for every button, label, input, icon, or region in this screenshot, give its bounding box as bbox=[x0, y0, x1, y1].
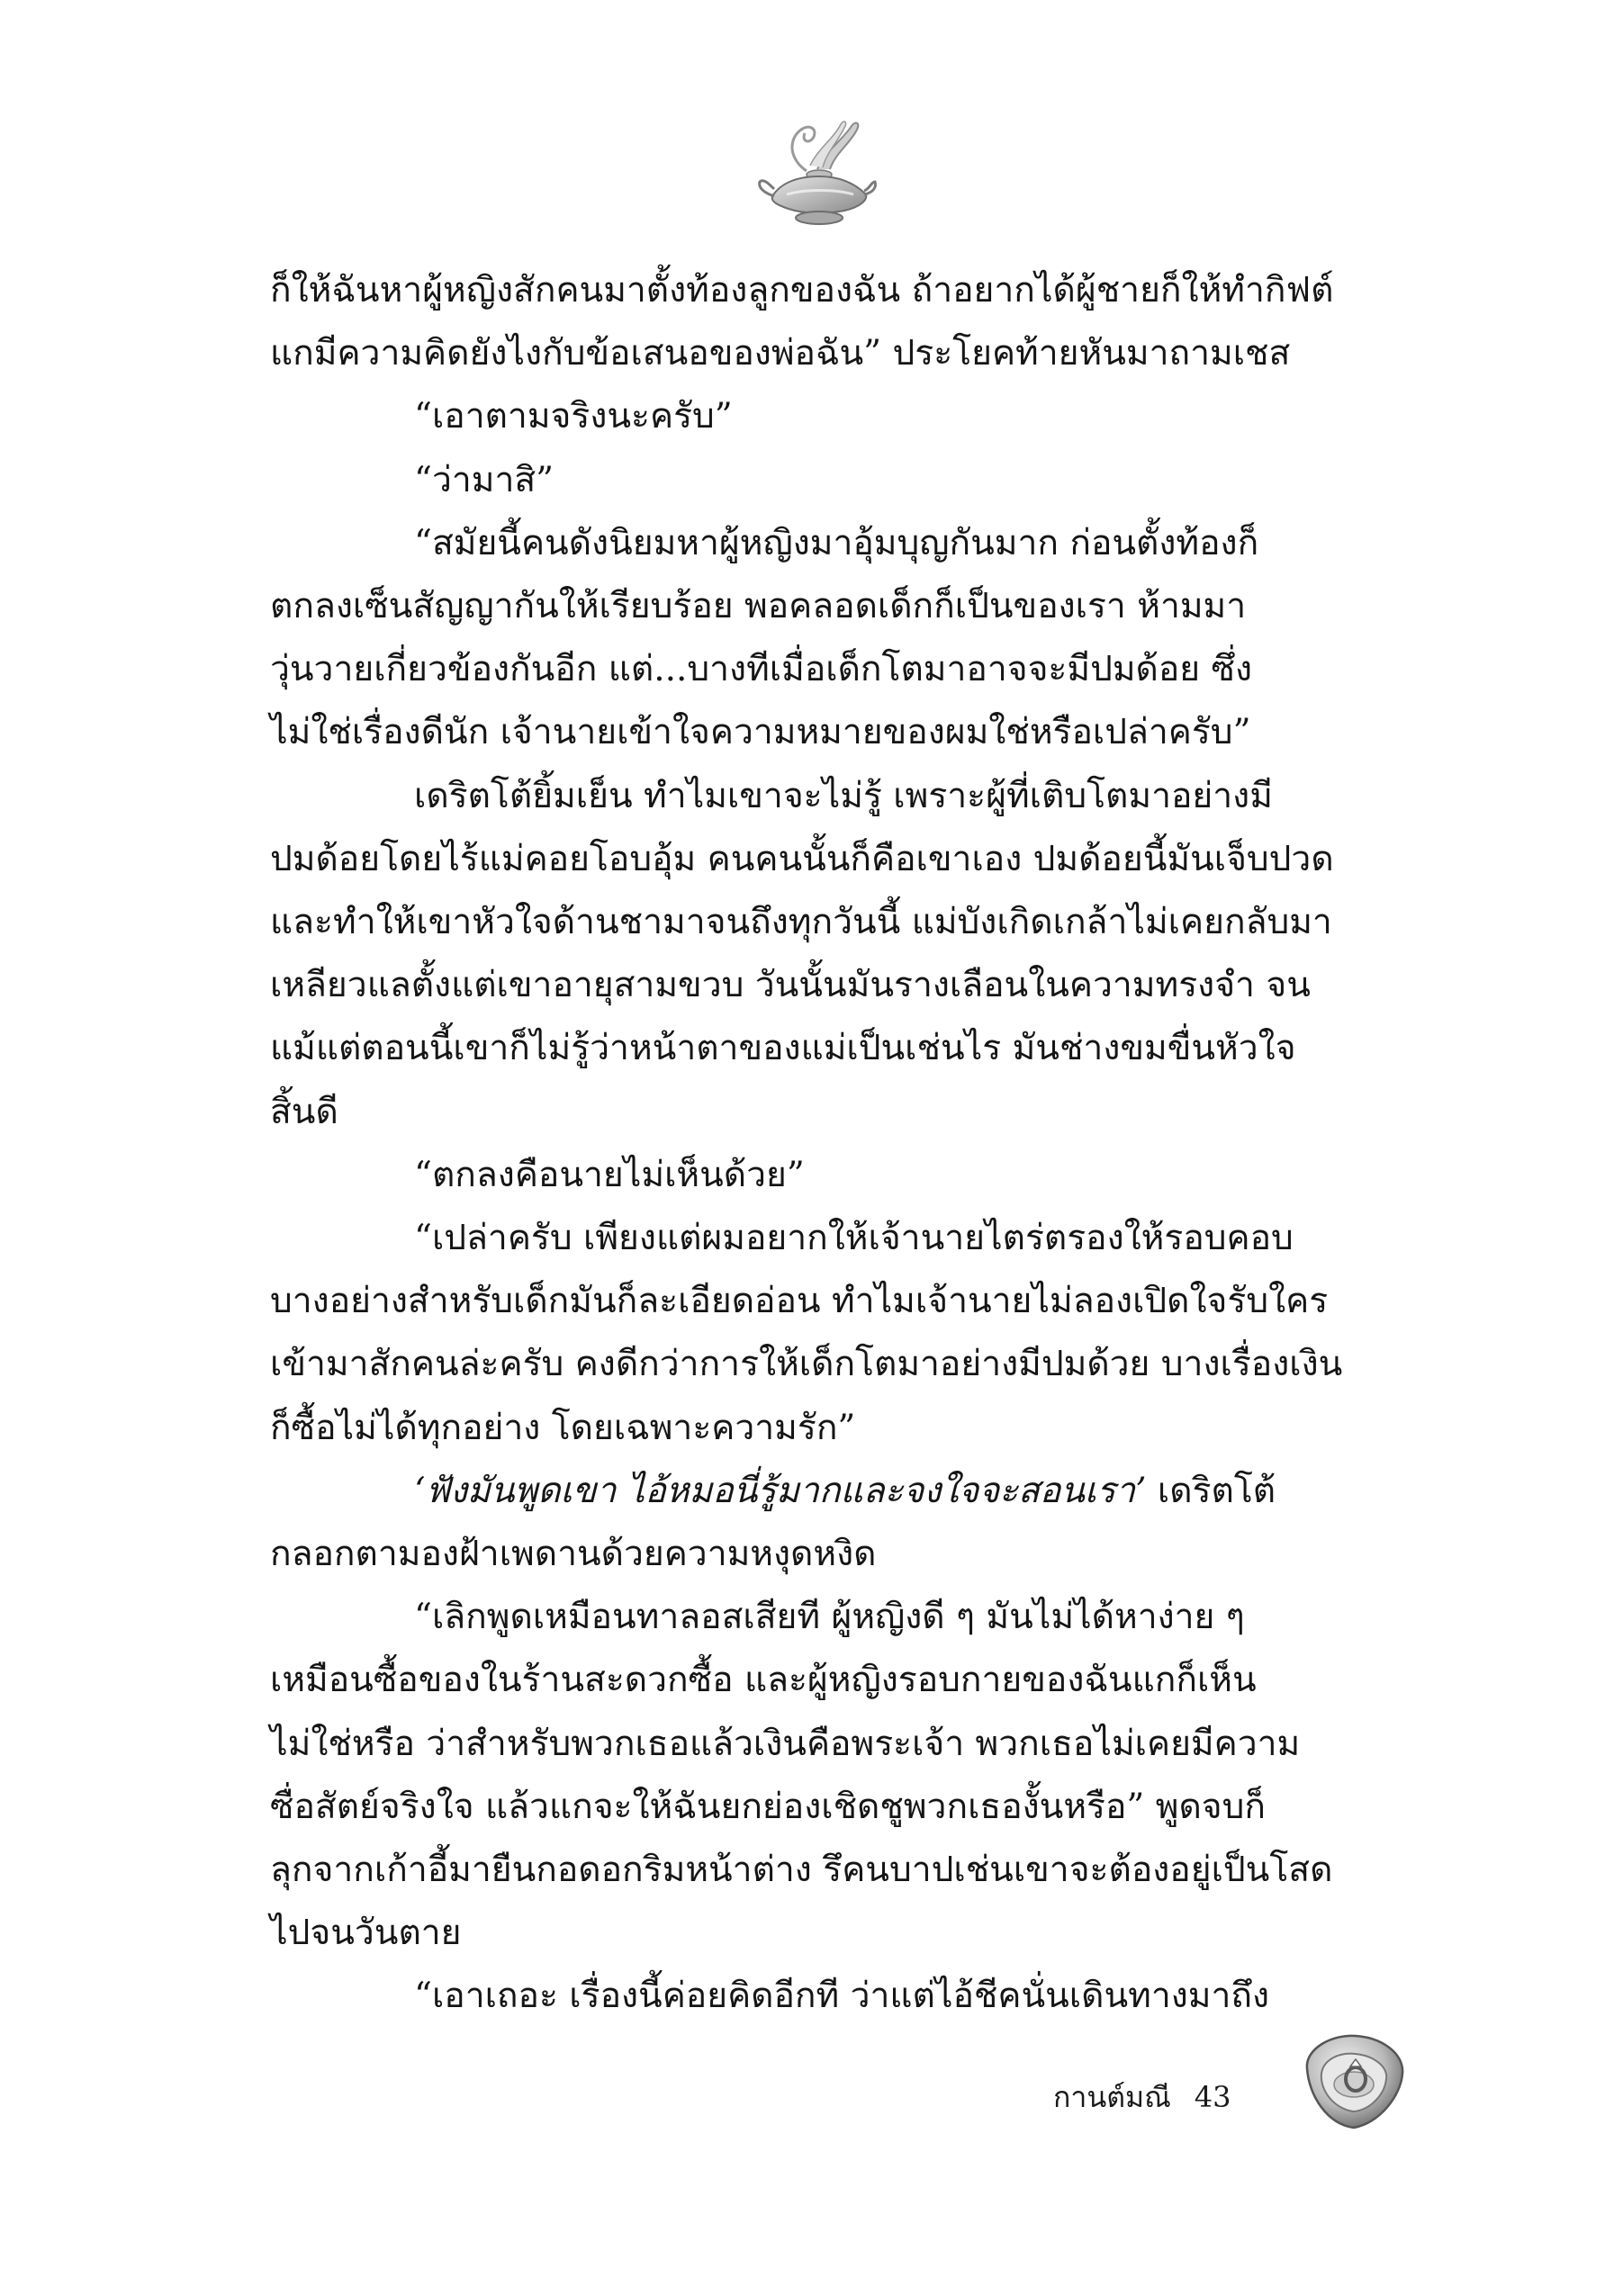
text-line bbox=[270, 259, 1395, 322]
line-text: “ว่ามาสิ” bbox=[414, 459, 555, 500]
line-text: สิ้นดี bbox=[270, 1091, 338, 1132]
line-text: และทำให้เขาหัวใจด้านชามาจนถึงทุกวันนี้ แม่บังเกิดเกล้าไม่เคยกลับมา bbox=[270, 902, 1332, 943]
page-footer bbox=[1053, 2070, 1231, 2124]
line-text: ไปจนวันตาย bbox=[270, 1913, 462, 1954]
text-line bbox=[270, 1839, 1395, 1902]
line-text: แม้แต่ตอนนี้เขาก็ไม่รู้ว่าหน้าตาของแม่เป็นเช่นไร มันช่างขมขื่นหัวใจ bbox=[270, 1028, 1296, 1069]
text-line bbox=[270, 385, 1395, 448]
text-line bbox=[270, 701, 1395, 764]
text-line bbox=[270, 828, 1395, 891]
text-line bbox=[270, 638, 1395, 701]
text-line bbox=[270, 1586, 1395, 1649]
line-text: “สมัยนี้คนดังนิยมหาผู้หญิงมาอุ้มบุญกันมาก ก่อนตั้งท้องก็ bbox=[414, 522, 1259, 563]
line-text: “ตกลงคือนายไม่เห็นด้วย” bbox=[414, 1154, 805, 1195]
text-line bbox=[270, 575, 1395, 638]
genie-lamp-icon bbox=[754, 106, 880, 241]
text-line bbox=[270, 1965, 1395, 2028]
text-line bbox=[270, 891, 1395, 954]
text-line bbox=[270, 1207, 1395, 1270]
line-text: กลอกตามองฝ้าเพดานด้วยความหงุดหงิด bbox=[270, 1534, 877, 1575]
line-text: ลุกจากเก้าอี้มายืนกอดอกริมหน้าต่าง รึคนบาปเช่นเขาจะต้องอยู่เป็นโสด bbox=[270, 1850, 1333, 1891]
line-text: เหมือนซื้อของในร้านสะดวกซื้อ และผู้หญิงรอบกายของฉันแกก็เห็น bbox=[270, 1660, 1257, 1701]
text-line bbox=[270, 954, 1395, 1017]
text-line bbox=[270, 1460, 1395, 1523]
line-text: เดริตโต้ bbox=[1146, 1470, 1276, 1511]
line-text: ตกลงเซ็นสัญญากันให้เรียบร้อย พอคลอดเด็กก็เป็นของเรา ห้ามมา bbox=[270, 586, 1247, 627]
line-text: เข้ามาสักคนล่ะครับ คงดีกว่าการให้เด็กโตมาอย่างมีปมด้วย บางเรื่องเงิน bbox=[270, 1344, 1343, 1385]
line-text: วุ่นวายเกี่ยวข้องกันอีก แต่...บางทีเมื่อเด็กโตมาอาจจะมีปมด้อย ซึ่ง bbox=[270, 649, 1253, 690]
text-line bbox=[270, 1333, 1395, 1396]
text-line bbox=[270, 1397, 1395, 1460]
line-text: ไม่ใช่หรือ ว่าสำหรับพวกเธอแล้วเงินคือพระเจ้า พวกเธอไม่เคยมีความ bbox=[270, 1723, 1301, 1764]
author-name: กานต์มณี bbox=[1053, 2079, 1171, 2114]
text-line bbox=[270, 322, 1395, 385]
line-text: “เอาเถอะ เรื่องนี้ค่อยคิดอีกที ว่าแต่ไอ้ชีคนั่นเดินทางมาถึง bbox=[414, 1976, 1270, 2017]
text-line bbox=[270, 1902, 1395, 1965]
line-text: “เลิกพูดเหมือนทาลอสเสียที ผู้หญิงดี ๆ มันไม่ได้หาง่าย ๆ bbox=[414, 1597, 1245, 1638]
italic-thought: ‘ฟังมันพูดเขา ไอ้หมอนี่รู้มากและจงใจจะสอนเรา’ bbox=[414, 1470, 1147, 1511]
line-text: ซื่อสัตย์จริงใจ แล้วแกจะให้ฉันยกย่องเชิดชูพวกเธองั้นหรือ” พูดจบก็ bbox=[270, 1786, 1266, 1827]
line-text: เดริตโต้ยิ้มเย็น ทำไมเขาจะไม่รู้ เพราะผู้ที่เติบโตมาอย่างมี bbox=[414, 775, 1273, 816]
text-line bbox=[270, 1713, 1395, 1776]
body-text bbox=[270, 259, 1395, 2029]
text-line bbox=[270, 512, 1395, 575]
text-line bbox=[270, 1776, 1395, 1839]
line-text: บางอย่างสำหรับเด็กมันก็ละเอียดอ่อน ทำไมเจ้านายไม่ลองเปิดใจรับใคร bbox=[270, 1281, 1329, 1322]
text-line bbox=[270, 1649, 1395, 1712]
line-text: เหลียวแลตั้งแต่เขาอายุสามขวบ วันนั้นมันรางเลือนในความทรงจำ จน bbox=[270, 965, 1311, 1006]
line-text: ไม่ใช่เรื่องดีนัก เจ้านายเข้าใจความหมายของผมใช่หรือเปล่าครับ” bbox=[270, 712, 1251, 753]
line-text: “เอาตามจริงนะครับ” bbox=[414, 396, 733, 437]
text-line bbox=[270, 765, 1395, 828]
line-text: ก็ให้ฉันหาผู้หญิงสักคนมาตั้งท้องลูกของฉัน ถ้าอยากได้ผู้ชายก็ให้ทำกิฟต์ bbox=[270, 270, 1334, 311]
line-text: แกมีความคิดยังไงกับข้อเสนอของพ่อฉัน” ประโยคท้ายหันมาถามเชส bbox=[270, 333, 1291, 374]
text-line bbox=[270, 1081, 1395, 1144]
text-line bbox=[270, 1144, 1395, 1207]
text-line bbox=[270, 1523, 1395, 1586]
page-number: 43 bbox=[1194, 2080, 1231, 2114]
ring-box-icon bbox=[1296, 2023, 1413, 2140]
line-text: “เปล่าครับ เพียงแต่ผมอยากให้เจ้านายไตร่ตรองให้รอบคอบ bbox=[414, 1218, 1294, 1259]
text-line bbox=[270, 1017, 1395, 1080]
text-line bbox=[270, 449, 1395, 512]
text-line bbox=[270, 1270, 1395, 1333]
line-text: ปมด้อยโดยไร้แม่คอยโอบอุ้ม คนคนนั้นก็คือเขาเอง ปมด้อยนี้มันเจ็บปวด bbox=[270, 838, 1334, 879]
line-text: ก็ซื้อไม่ได้ทุกอย่าง โดยเฉพาะความรัก” bbox=[270, 1407, 856, 1448]
